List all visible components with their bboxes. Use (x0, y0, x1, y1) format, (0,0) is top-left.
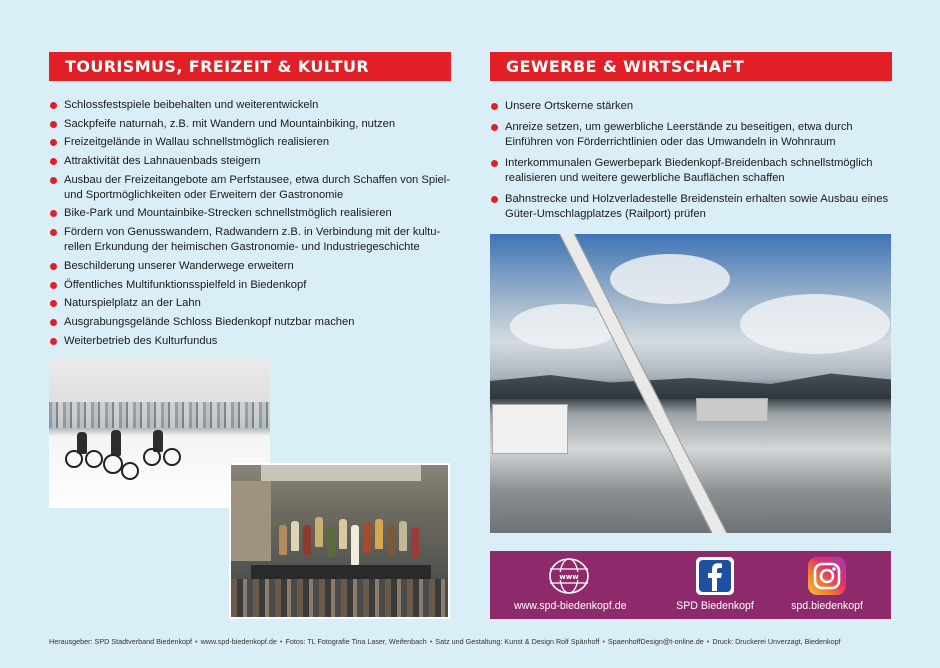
facebook-link[interactable]: SPD Biedenkopf (676, 600, 754, 612)
footer-separator: • (602, 637, 605, 646)
photo-actor (411, 527, 419, 557)
bullet-dot-icon (491, 124, 498, 131)
bullet-dot-icon (50, 139, 57, 146)
photo-stage-floor (251, 565, 431, 579)
list-item (49, 315, 451, 330)
list-item-text: Interkommunalen Gewerbepark Biedenkopf-Breidenbach schnellstmöglich realisieren und weitere gewerbliche Bauflächen schaffen (505, 157, 873, 184)
photo-cloud (610, 254, 730, 304)
list-item (490, 99, 892, 114)
bullet-dot-icon (491, 160, 498, 167)
website-link[interactable]: www.spd-biedenkopf.de (514, 600, 627, 612)
social-facebook[interactable] (660, 557, 770, 613)
www-label: www (559, 573, 579, 581)
list-item (49, 259, 451, 274)
list-item-text: Ausbau der Freizeitangebote am Perfstausee, etwa durch Schaffen von Spiel- und Sportmöglichkeiten oder Erweitern der Gastronomie (64, 173, 450, 201)
photo-actor (375, 519, 383, 549)
photo-wheel (103, 454, 123, 474)
list-item (49, 98, 451, 113)
photo-building (492, 404, 568, 454)
footer-email[interactable]: SpaenhoffDesign@t-online.de (607, 637, 704, 646)
list-item-text: Bike-Park und Mountainbike-Strecken schnellstmöglich realisieren (64, 207, 392, 220)
bullet-dot-icon (50, 229, 57, 236)
photo-cloud (740, 294, 890, 354)
list-item-text: Ausgrabungsgelände Schloss Biedenkopf nutzbar machen (64, 315, 355, 328)
photo-rider (111, 430, 121, 456)
photo-castle-festival (229, 463, 450, 619)
list-item-text: Öffentliches Multifunktionsspielfeld in Biedenkopf (64, 278, 307, 291)
photo-actor (387, 525, 395, 555)
photo-wheel (143, 448, 161, 466)
list-item (49, 173, 451, 203)
bullet-dot-icon (50, 121, 57, 128)
tourism-section (49, 52, 451, 352)
instagram-icon (808, 557, 846, 595)
photo-roof (261, 465, 421, 481)
list-item (49, 154, 451, 169)
footer-photos: Fotos: TL Fotografie Tina Laser, Weifenbach (285, 637, 427, 646)
bullet-dot-icon (50, 210, 57, 217)
list-item-text: Schlossfestspiele beibehalten und weiterentwickeln (64, 99, 319, 111)
footer-separator: • (279, 637, 283, 646)
tourism-header: TOURISMUS, FREIZEIT & KULTUR (49, 52, 451, 81)
list-item-text: Bahnstrecke und Holzverladestelle Breidenstein erhalten sowie Ausbau eines Güter-Umschlagplatzes (Railport) prüfen (505, 193, 889, 220)
list-item (49, 135, 451, 150)
social-website[interactable] (514, 557, 627, 613)
photo-hills (490, 369, 891, 399)
bullet-dot-icon (50, 319, 57, 326)
business-section (490, 52, 892, 228)
list-item-text: Anreize setzen, um gewerbliche Leerstände zu beseitigen, etwa durch Einführen von Förderrichtlinien oder das Umwandeln in Wohnraum (505, 121, 853, 148)
list-item-text: Fördern von Genusswandern, Radwandern z.B. in Verbindung mit der kultu-rellen Erkundung der heimischen Gastronomie- und Industriegeschichte (64, 226, 441, 254)
photo-actor (327, 527, 335, 557)
instagram-link[interactable]: spd.biedenkopf (791, 600, 863, 612)
footer-publisher: Herausgeber: SPD Stadtverband Biedenkopf (49, 637, 193, 646)
globe-www-icon (548, 557, 590, 595)
list-item (490, 156, 892, 186)
photo-actor (363, 523, 371, 553)
photo-wheel (163, 448, 181, 466)
photo-wall (231, 481, 271, 561)
list-item-text: Unsere Ortskerne stärken (505, 100, 634, 112)
photo-actor (399, 521, 407, 551)
bullet-dot-icon (491, 103, 498, 110)
list-item-text: Naturspielplatz an der Lahn (64, 297, 201, 310)
list-item-text: Freizeitgelände in Wallau schnellstmöglich realisieren (64, 136, 330, 149)
photo-audience (231, 579, 448, 619)
list-item (490, 120, 892, 150)
photo-wheel (85, 450, 103, 468)
footer-separator: • (706, 637, 710, 646)
footer-website[interactable]: www.spd-biedenkopf.de (200, 637, 277, 646)
photo-actor (291, 521, 299, 551)
list-item (49, 296, 451, 311)
bullet-dot-icon (50, 158, 57, 165)
list-item (49, 117, 451, 132)
list-item (49, 278, 451, 293)
business-list (490, 99, 892, 222)
bullet-dot-icon (50, 177, 57, 184)
imprint-footer (49, 637, 894, 647)
photo-building (696, 398, 768, 422)
bullet-dot-icon (491, 196, 498, 203)
list-item-text: Beschilderung unserer Wanderwege erweitern (64, 259, 294, 272)
list-item-text: Sackpfeife naturnah, z.B. mit Wandern und Mountainbiking, nutzen (64, 117, 396, 130)
list-item (49, 225, 451, 255)
photo-trees (49, 402, 270, 428)
list-item (490, 192, 892, 222)
photo-wheel (65, 450, 83, 468)
social-instagram[interactable] (772, 557, 882, 613)
bullet-dot-icon (50, 263, 57, 270)
photo-actor (279, 525, 287, 555)
list-item-text: Weiterbetrieb des Kulturfundus (64, 334, 218, 347)
photo-actor (339, 519, 347, 549)
photo-actor (351, 525, 359, 565)
footer-design: Satz und Gestaltung: Kunst & Design Rolf Spänhoff (435, 637, 600, 646)
tourism-list (49, 98, 451, 349)
list-item (49, 334, 451, 349)
facebook-icon (696, 557, 734, 595)
social-bar (490, 551, 891, 619)
footer-separator: • (429, 637, 433, 646)
photo-actor (303, 525, 311, 555)
bullet-dot-icon (50, 338, 57, 345)
bullet-dot-icon (50, 300, 57, 307)
business-header: GEWERBE & WIRTSCHAFT (490, 52, 892, 81)
footer-separator: • (195, 637, 198, 646)
footer-print: Druck: Druckerei Unverzagt, Biedenkopf (712, 637, 841, 646)
photo-business-park (490, 234, 891, 533)
list-item-text: Attraktivität des Lahnauenbads steigern (64, 155, 261, 168)
photo-actor (315, 517, 323, 547)
bullet-dot-icon (50, 102, 57, 109)
photo-wheel (121, 462, 139, 480)
bullet-dot-icon (50, 282, 57, 289)
list-item (49, 206, 451, 221)
